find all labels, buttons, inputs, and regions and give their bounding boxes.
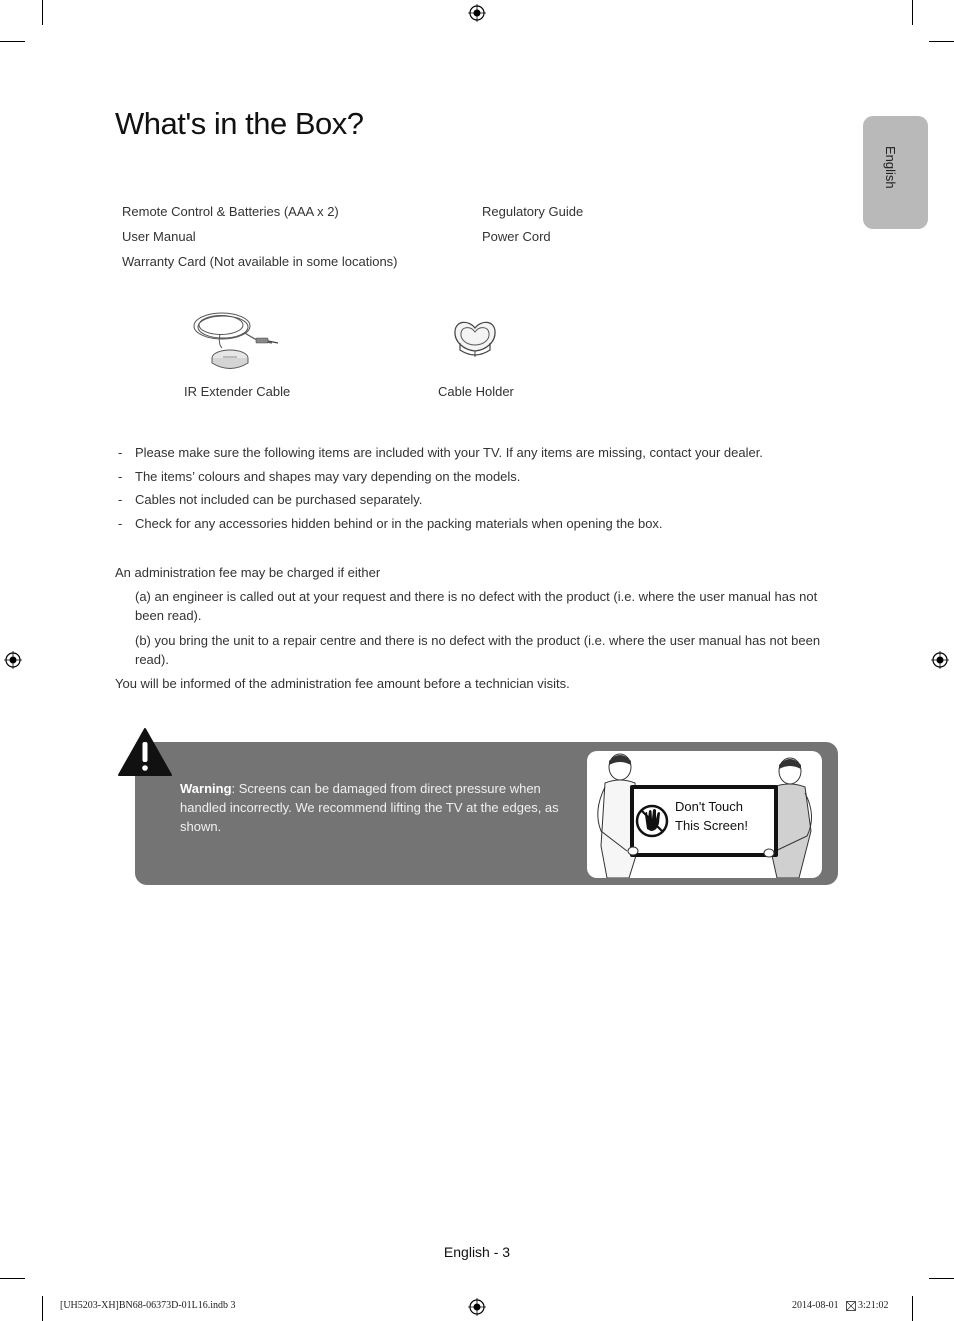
clock-glyph-icon: [846, 1301, 856, 1311]
people-lifting-tv-icon: [587, 751, 822, 878]
crop-mark: [42, 1296, 43, 1321]
cable-holder-label: Cable Holder: [438, 384, 514, 399]
note-text: The items’ colours and shapes may vary depending on the models.: [135, 469, 521, 484]
ir-extender-cable-icon: [190, 306, 282, 374]
note-text: Check for any accessories hidden behind or in the packing materials when opening the box.: [135, 516, 663, 531]
crop-mark: [929, 41, 954, 42]
list-item: Remote Control & Batteries (AAA x 2): [122, 204, 339, 219]
registration-mark-icon: [468, 4, 486, 22]
crop-mark: [0, 41, 25, 42]
list-item: Regulatory Guide: [482, 204, 584, 219]
registration-mark-icon: [931, 651, 949, 669]
admin-fee-case-a-line1: (a) an engineer is called out at your request and there is no defect with the product (i.e. where the user manual has not: [135, 589, 818, 604]
warning-triangle-icon: [117, 727, 173, 777]
admin-fee-outro: You will be informed of the administration fee amount before a technician visits.: [115, 676, 570, 691]
list-item: Warranty Card (Not available in some locations): [122, 254, 398, 269]
note-bullet: -: [118, 445, 123, 460]
admin-fee-case-b-line2: read).: [135, 652, 169, 667]
registration-mark-icon: [468, 1298, 486, 1316]
note-bullet: -: [118, 492, 123, 507]
crop-mark: [42, 0, 43, 25]
page-title: What's in the Box?: [115, 106, 364, 141]
time-stamp: 3:21:02: [858, 1300, 889, 1311]
list-item: User Manual: [122, 229, 196, 244]
tv-lifting-illustration: [587, 751, 822, 878]
crop-mark: [912, 0, 913, 25]
file-slug: [UH5203-XH]BN68-06373D-01L16.indb 3: [60, 1300, 236, 1311]
illustration-caption-line1: Don't Touch: [675, 799, 744, 814]
warning-text: [180, 779, 575, 836]
admin-fee-intro: An administration fee may be charged if either: [115, 565, 381, 580]
note-bullet: -: [118, 516, 123, 531]
cable-holder-icon: [452, 318, 498, 360]
page-number: English - 3: [443, 1244, 511, 1260]
illustration-caption-line2: This Screen!: [675, 818, 748, 833]
crop-mark: [912, 1296, 913, 1321]
ir-extender-cable-label: IR Extender Cable: [184, 384, 291, 399]
language-tab-label: English: [883, 146, 898, 189]
note-text: Please make sure the following items are included with your TV. If any items are missing, contact your dealer.: [135, 445, 763, 460]
crop-mark: [0, 1278, 25, 1279]
note-text: Cables not included can be purchased separately.: [135, 492, 423, 507]
date-stamp: 2014-08-01: [792, 1300, 839, 1311]
warning-body: : Screens can be damaged from direct pressure when handled incorrectly. We recommend lifting the TV at the edges, as shown.: [180, 781, 559, 834]
crop-mark: [929, 1278, 954, 1279]
warning-label: Warning: [180, 781, 232, 796]
admin-fee-case-b-line1: (b) you bring the unit to a repair centre and there is no defect with the product (i.e. where the user manual has not been: [135, 633, 821, 648]
admin-fee-case-a-line2: been read).: [135, 608, 202, 623]
list-item: Power Cord: [482, 229, 551, 244]
registration-mark-icon: [4, 651, 22, 669]
note-bullet: -: [118, 469, 123, 484]
language-tab: [863, 116, 928, 229]
